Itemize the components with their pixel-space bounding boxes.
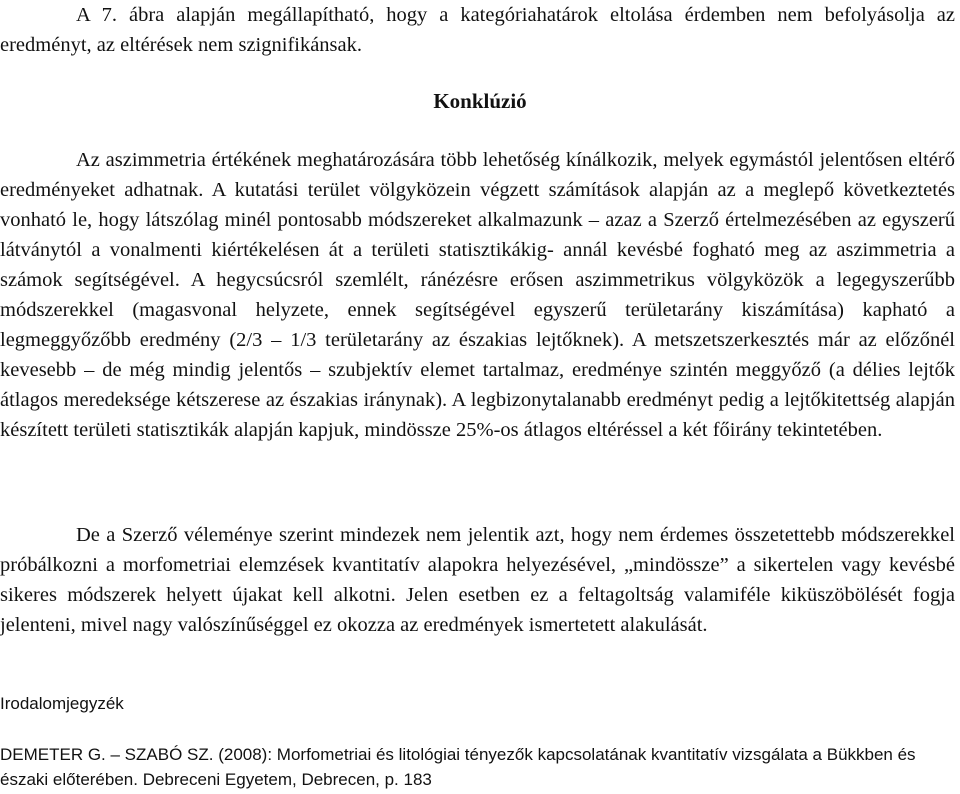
intro-paragraph: A 7. ábra alapján megállapítható, hogy a kategóriahatárok eltolása érdemben nem befolyásolja az eredményt, az eltérések nem szignifikánsak. [0,4,955,56]
reference-entry: DEMETER G. – SZABÓ SZ. (2008): Morfometriai és litológiai tényezők kapcsolatának kvantitatív vizsgálata a Bükkben és északi előterében. Debreceni Egyetem, Debrecen, p. 183 [0,745,916,789]
conclusion-paragraph-2: De a Szerző véleménye szerint mindezek nem jelentik azt, hogy nem érdemes összetettebb módszerekkel próbálkozni a morfometriai elemzések kvantitatív alapokra helyezésével, „mindössze” a sikertelen vagy kevésbé sikeres módszerek helyett újakat kell alkotni. Jelen esetben ez a feltagoltság valamiféle kiküszöbölését fogja jelenteni, mivel nagy valószínűséggel ez okozza az eredmények ismertetett alakulását. [0,524,955,636]
conclusion-paragraph-1: Az aszimmetria értékének meghatározására több lehetőség kínálkozik, melyek egymástól jelentősen eltérő eredményeket adhatnak. A kutatási terület völgyközein végzett számítások alapján az a meglepő következtetés vonható le, hogy látszólag minél pontosabb módszereket alkalmazunk – azaz a Szerző értelmezésében az egyszerű látványtól a vonalmenti kiértékelésen át a területi statisztikákig- annál kevésbé fogható meg az aszimmetria a számok segítségével. A hegycsúcsról szemlélt, ránézésre erősen aszimmetrikus völgyközök a legegyszerűbb módszerekkel (magasvonal helyzete, ennek segítségével egyszerű területarány kiszámítása) kapható a legmeggyőzőbb eredmény (2/3 – 1/3 területarány az északias lejtőknek). A metszetszerkesztés már az előzőnél kevesebb – de még mindig jelentős – szubjektív elemet tartalmaz, eredménye szintén meggyőző (a délies lejtők átlagos meredeksége kétszerese az északias iránynak). A legbizonytalanabb eredményt pedig a lejtőkitettség alapján készített területi statisztikák alapján kapjuk, mindössze 25%-os átlagos eltéréssel a két főirány tekintetében. [0,149,955,441]
references-title: Irodalomjegyzék [0,694,124,713]
section-heading: Konklúzió [433,89,527,113]
